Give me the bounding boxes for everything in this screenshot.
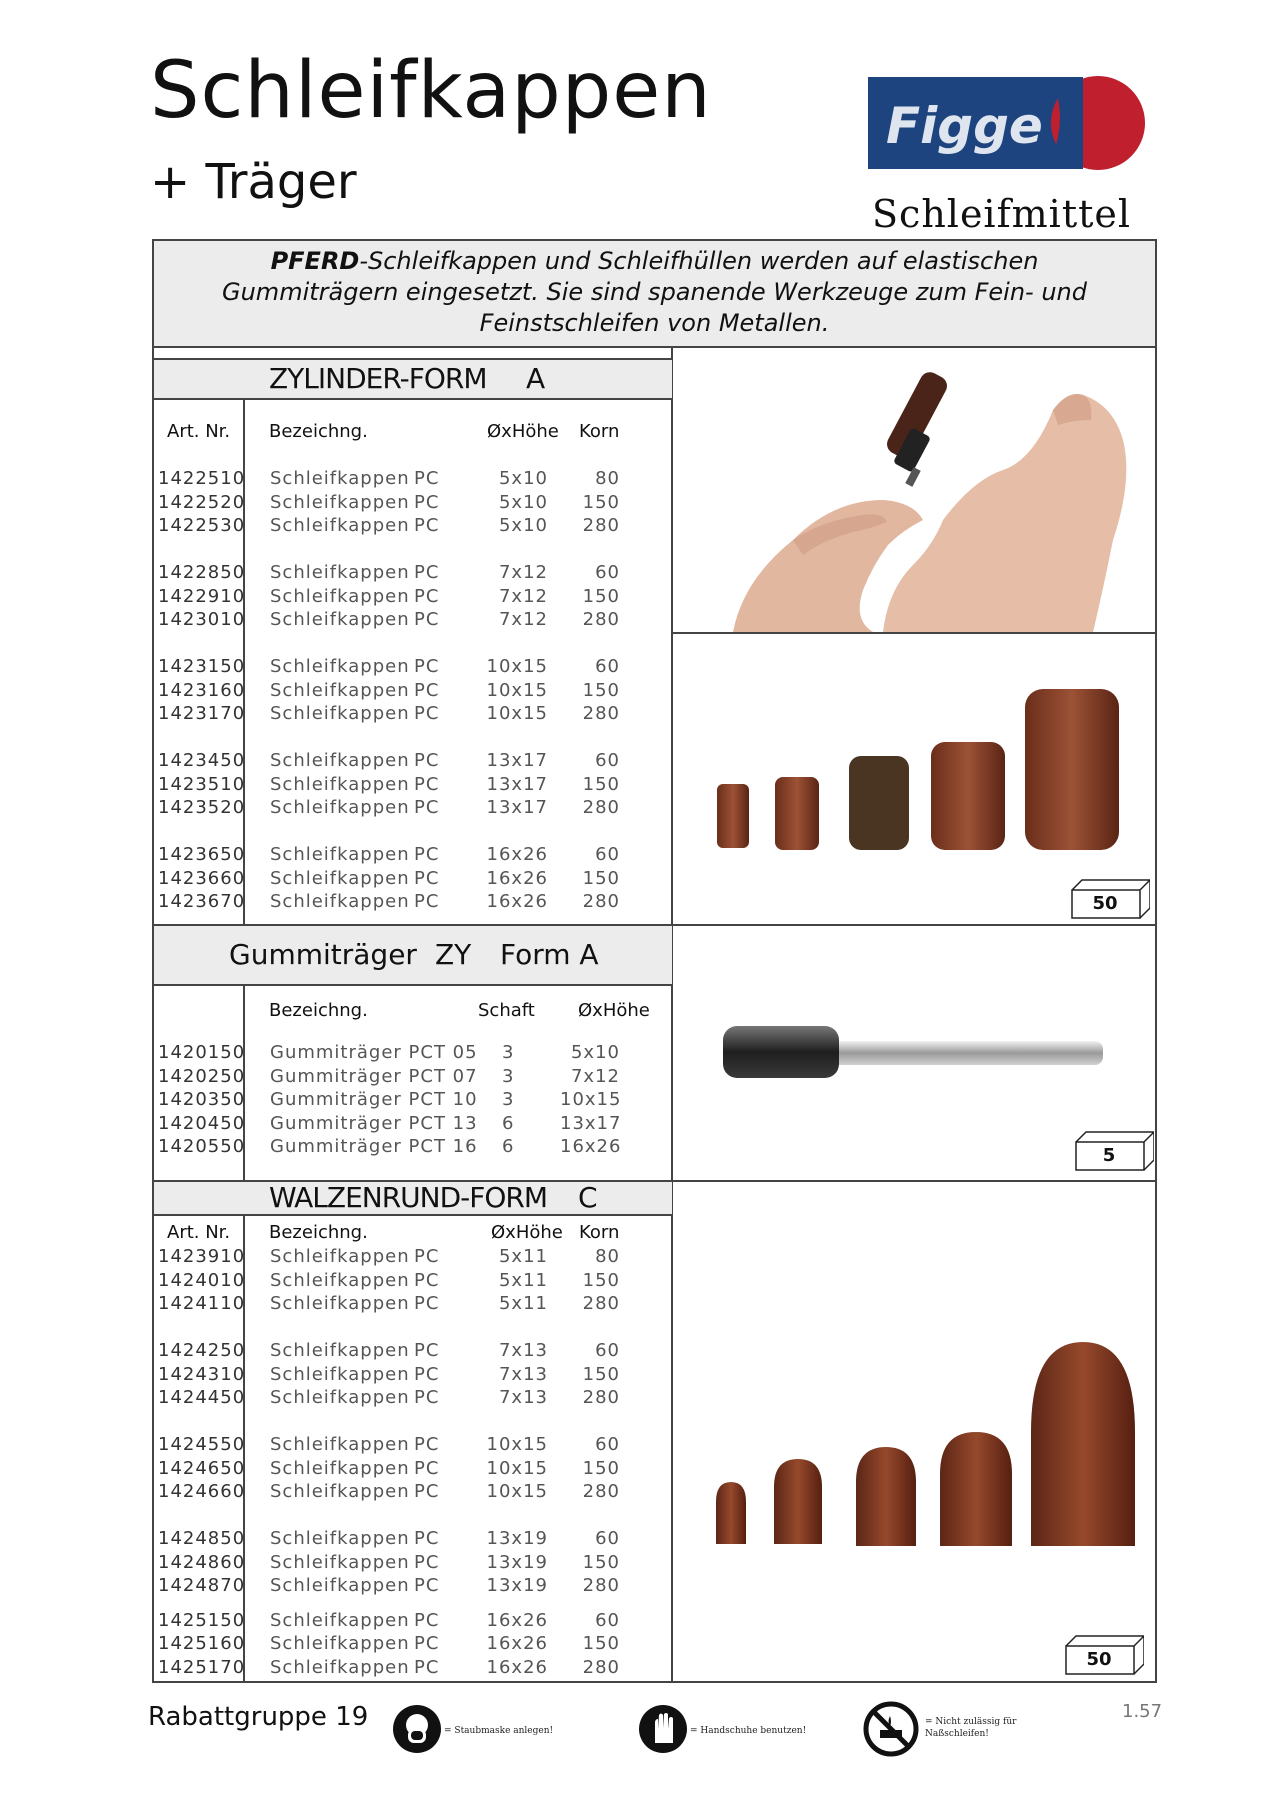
- intro-line-1: -Schleifkappen und Schleifhüllen werden auf elastischen: [359, 247, 1039, 275]
- bezeichnung: Gummiträger PCT 16: [270, 1136, 478, 1157]
- art-nr: 1424310: [158, 1363, 246, 1385]
- dimension: 13x17: [486, 750, 548, 771]
- intro-text: [154, 241, 1155, 348]
- dimension: 13x17: [560, 1112, 622, 1134]
- dimension: 13x17: [486, 773, 548, 795]
- schaft: 6: [502, 1136, 515, 1157]
- schaft: 3: [502, 1089, 515, 1110]
- bezeichnung: Schleifkappen: [270, 585, 410, 607]
- dimension: 16x26: [486, 1609, 548, 1631]
- dimension: 16x26: [486, 867, 548, 889]
- zylinder-hdr-art: Art. Nr.: [167, 421, 231, 442]
- dimension: 10x15: [486, 1481, 548, 1502]
- korn: 150: [582, 491, 620, 513]
- art-nr: 1424110: [158, 1293, 246, 1314]
- art-nr: 1423520: [158, 797, 246, 818]
- dimension: 7x12: [498, 609, 548, 630]
- walzen-hdr-korn: Korn: [579, 1222, 620, 1243]
- bezeichnung: Schleifkappen: [270, 1363, 410, 1385]
- pc-code: PC: [414, 1633, 440, 1654]
- gummi-zy: ZY: [435, 938, 472, 971]
- korn: 280: [582, 515, 620, 536]
- korn: 150: [582, 773, 620, 795]
- pc-code: PC: [414, 703, 440, 724]
- no-wet-grinding-caption: = Nicht zulässig für Naßschleifen!: [925, 1717, 1017, 1739]
- pc-code: PC: [414, 750, 440, 771]
- pc-code: PC: [414, 1656, 440, 1678]
- bezeichnung: Schleifkappen: [270, 515, 410, 536]
- art-nr: 1420250: [158, 1065, 246, 1087]
- dust-mask-icon: [391, 1703, 443, 1759]
- korn: 280: [582, 703, 620, 724]
- gloves-caption: = Handschuhe benutzen!: [690, 1726, 807, 1736]
- dimension: 7x13: [498, 1387, 548, 1408]
- dimension: 10x15: [486, 1457, 548, 1479]
- korn: 280: [582, 1387, 620, 1408]
- pc-code: PC: [414, 585, 440, 607]
- bezeichnung: Schleifkappen: [270, 679, 410, 701]
- intro-line-3: Feinstschleifen von Metallen.: [479, 309, 830, 337]
- bezeichnung: Schleifkappen: [270, 562, 410, 583]
- dimension: 10x15: [560, 1089, 622, 1110]
- bezeichnung: Schleifkappen: [270, 1633, 410, 1654]
- dimension: 5x10: [570, 1042, 620, 1063]
- dimension: 5x11: [498, 1293, 548, 1314]
- art-nr: 1424660: [158, 1481, 246, 1502]
- bezeichnung: Schleifkappen: [270, 1269, 410, 1291]
- dimension: 10x15: [486, 679, 548, 701]
- dimension: 7x12: [498, 562, 548, 583]
- pc-code: PC: [414, 468, 440, 489]
- art-nr: 1424250: [158, 1340, 246, 1361]
- bezeichnung: Schleifkappen: [270, 1293, 410, 1314]
- bezeichnung: Gummiträger PCT 05: [270, 1042, 478, 1063]
- pc-code: PC: [414, 491, 440, 513]
- art-nr: 1422850: [158, 562, 246, 583]
- bezeichnung: Gummiträger PCT 10: [270, 1089, 478, 1110]
- pack-box-50-c: 50: [1064, 1634, 1144, 1680]
- bezeichnung: Gummiträger PCT 07: [270, 1065, 478, 1087]
- pc-code: PC: [414, 679, 440, 701]
- gummi-hdr-dim: ØxHöhe: [578, 1000, 650, 1021]
- art-nr: 1424650: [158, 1457, 246, 1479]
- schaft: 3: [502, 1042, 515, 1063]
- korn: 150: [582, 585, 620, 607]
- art-nr: 1424450: [158, 1387, 246, 1408]
- art-nr: 1425150: [158, 1609, 246, 1631]
- pc-code: PC: [414, 1387, 440, 1408]
- pc-code: PC: [414, 773, 440, 795]
- bezeichnung: Schleifkappen: [270, 703, 410, 724]
- pc-code: PC: [414, 515, 440, 536]
- korn: 280: [582, 609, 620, 630]
- dimension: 13x17: [486, 797, 548, 818]
- gummi-title: Gummiträger: [229, 938, 417, 971]
- dimension: 13x19: [486, 1551, 548, 1573]
- brand-name: PFERD: [270, 247, 360, 275]
- dimension: 5x11: [498, 1269, 548, 1291]
- dimension: 13x19: [486, 1528, 548, 1549]
- page-number: 1.57: [1122, 1701, 1163, 1722]
- dimension: 10x15: [486, 1434, 548, 1455]
- bezeichnung: Schleifkappen: [270, 1246, 410, 1267]
- schaft: 3: [502, 1065, 515, 1087]
- discount-group: Rabattgruppe 19: [148, 1702, 369, 1732]
- pc-code: PC: [414, 656, 440, 677]
- pack-box-5: 5: [1074, 1130, 1154, 1176]
- art-nr: 1424010: [158, 1269, 246, 1291]
- korn: 280: [582, 1575, 620, 1596]
- art-nr: 1420450: [158, 1112, 246, 1134]
- pc-code: PC: [414, 1457, 440, 1479]
- gummi-form: Form A: [500, 938, 599, 971]
- dimension: 16x26: [560, 1136, 622, 1157]
- art-nr: 1423170: [158, 703, 246, 724]
- bezeichnung: Schleifkappen: [270, 1551, 410, 1573]
- hand-photo: [673, 350, 1155, 632]
- pc-code: PC: [414, 1575, 440, 1596]
- pc-code: PC: [414, 1528, 440, 1549]
- art-nr: 1420350: [158, 1089, 246, 1110]
- art-nr: 1423910: [158, 1246, 246, 1267]
- gummi-band: [154, 924, 672, 986]
- korn: 60: [595, 656, 620, 677]
- gummi-hdr-schaft: Schaft: [478, 1000, 535, 1021]
- dimension: 10x15: [486, 656, 548, 677]
- walzen-title: WALZENRUND-FORM: [269, 1181, 548, 1214]
- korn: 280: [582, 891, 620, 912]
- bezeichnung: Schleifkappen: [270, 797, 410, 818]
- art-nr: 1423010: [158, 609, 246, 630]
- art-nr: 1423670: [158, 891, 246, 912]
- pc-code: PC: [414, 797, 440, 818]
- art-nr: 1424550: [158, 1434, 246, 1455]
- zylinder-hdr-dim: ØxHöhe: [487, 421, 559, 442]
- zylinder-title: ZYLINDER-FORM: [269, 362, 487, 395]
- pc-code: PC: [414, 562, 440, 583]
- brand-subtitle: Schleifmittel: [872, 192, 1132, 236]
- korn: 150: [582, 1363, 620, 1385]
- pc-code: PC: [414, 1246, 440, 1267]
- svg-text:Figge: Figge: [886, 97, 1043, 155]
- walzen-form: C: [578, 1181, 598, 1214]
- pc-code: PC: [414, 1481, 440, 1502]
- dimension: 16x26: [486, 1633, 548, 1654]
- pc-code: PC: [414, 1551, 440, 1573]
- walzen-hdr-bez: Bezeichng.: [269, 1222, 368, 1243]
- schaft: 6: [502, 1112, 515, 1134]
- pc-code: PC: [414, 1340, 440, 1361]
- zylinder-hdr-bez: Bezeichng.: [269, 421, 368, 442]
- korn: 280: [582, 1481, 620, 1502]
- no-wet-grinding-icon: [862, 1700, 920, 1762]
- korn: 60: [595, 844, 620, 865]
- dimension: 10x15: [486, 703, 548, 724]
- art-nr: 1425170: [158, 1656, 246, 1678]
- walzen-hdr-art: Art. Nr.: [167, 1222, 231, 1243]
- pc-code: PC: [414, 891, 440, 912]
- zylinder-hdr-korn: Korn: [579, 421, 620, 442]
- bezeichnung: Schleifkappen: [270, 1457, 410, 1479]
- art-nr: 1420150: [158, 1042, 246, 1063]
- bezeichnung: Schleifkappen: [270, 1481, 410, 1502]
- dimension: 5x11: [498, 1246, 548, 1267]
- bezeichnung: Schleifkappen: [270, 1434, 410, 1455]
- korn: 150: [582, 679, 620, 701]
- bezeichnung: Schleifkappen: [270, 609, 410, 630]
- art-nr: 1420550: [158, 1136, 246, 1157]
- pc-code: PC: [414, 867, 440, 889]
- korn: 60: [595, 750, 620, 771]
- pc-code: PC: [414, 844, 440, 865]
- pc-code: PC: [414, 609, 440, 630]
- dust-mask-caption: = Staubmaske anlegen!: [444, 1726, 554, 1736]
- pc-code: PC: [414, 1609, 440, 1631]
- korn: 60: [595, 562, 620, 583]
- art-nr: 1424870: [158, 1575, 246, 1596]
- art-nr: 1423510: [158, 773, 246, 795]
- art-nr: 1423660: [158, 867, 246, 889]
- art-nr: 1423160: [158, 679, 246, 701]
- round-caps-photo: [673, 1182, 1155, 1681]
- art-nr: 1424860: [158, 1551, 246, 1573]
- art-nr: 1423450: [158, 750, 246, 771]
- bezeichnung: Gummiträger PCT 13: [270, 1112, 478, 1134]
- bezeichnung: Schleifkappen: [270, 844, 410, 865]
- bezeichnung: Schleifkappen: [270, 491, 410, 513]
- walzen-band: [154, 1180, 672, 1216]
- korn: 60: [595, 1609, 620, 1631]
- korn: 60: [595, 1434, 620, 1455]
- korn: 60: [595, 1340, 620, 1361]
- bezeichnung: Schleifkappen: [270, 1656, 410, 1678]
- bezeichnung: Schleifkappen: [270, 867, 410, 889]
- dimension: 16x26: [486, 844, 548, 865]
- dimension: 5x10: [498, 515, 548, 536]
- bezeichnung: Schleifkappen: [270, 468, 410, 489]
- korn: 150: [582, 1633, 620, 1654]
- dimension: 16x26: [486, 891, 548, 912]
- dimension: 7x12: [498, 585, 548, 607]
- korn: 80: [595, 1246, 620, 1267]
- art-nr: 1425160: [158, 1633, 246, 1654]
- dimension: 7x13: [498, 1363, 548, 1385]
- page-subtitle: + Träger: [150, 154, 357, 210]
- korn: 60: [595, 1528, 620, 1549]
- art-nr: 1423150: [158, 656, 246, 677]
- page-title: Schleifkappen: [150, 46, 712, 136]
- bezeichnung: Schleifkappen: [270, 1387, 410, 1408]
- bezeichnung: Schleifkappen: [270, 1528, 410, 1549]
- korn: 150: [582, 1551, 620, 1573]
- art-nr: 1422520: [158, 491, 246, 513]
- korn: 280: [582, 1293, 620, 1314]
- walzen-hdr-dim: ØxHöhe: [491, 1222, 563, 1243]
- art-nr: 1422530: [158, 515, 246, 536]
- korn: 280: [582, 797, 620, 818]
- pack-box-50-a: 50: [1070, 878, 1150, 924]
- korn: 150: [582, 1269, 620, 1291]
- dimension: 16x26: [486, 1656, 548, 1678]
- bezeichnung: Schleifkappen: [270, 891, 410, 912]
- zylinder-band: [154, 358, 672, 400]
- bezeichnung: Schleifkappen: [270, 1340, 410, 1361]
- bezeichnung: Schleifkappen: [270, 750, 410, 771]
- intro-line-2: Gummiträgern eingesetzt. Sie sind spanende Werkzeuge zum Fein- und: [222, 278, 1087, 306]
- dimension: 13x19: [486, 1575, 548, 1596]
- dimension: 5x10: [498, 491, 548, 513]
- gloves-icon: [637, 1703, 689, 1759]
- dimension: 5x10: [498, 468, 548, 489]
- korn: 150: [582, 1457, 620, 1479]
- art-nr: 1422910: [158, 585, 246, 607]
- dimension: 7x12: [570, 1065, 620, 1087]
- korn: 80: [595, 468, 620, 489]
- art-nr: 1424850: [158, 1528, 246, 1549]
- gummi-hdr-bez: Bezeichng.: [269, 1000, 368, 1021]
- korn: 280: [582, 1656, 620, 1678]
- dimension: 7x13: [498, 1340, 548, 1361]
- bezeichnung: Schleifkappen: [270, 656, 410, 677]
- figge-logo: [868, 75, 1158, 173]
- pc-code: PC: [414, 1269, 440, 1291]
- art-nr: 1423650: [158, 844, 246, 865]
- pc-code: PC: [414, 1434, 440, 1455]
- pc-code: PC: [414, 1363, 440, 1385]
- bezeichnung: Schleifkappen: [270, 1609, 410, 1631]
- korn: 150: [582, 867, 620, 889]
- zylinder-form: A: [526, 362, 546, 395]
- pc-code: PC: [414, 1293, 440, 1314]
- art-nr: 1422510: [158, 468, 246, 489]
- bezeichnung: Schleifkappen: [270, 1575, 410, 1596]
- bezeichnung: Schleifkappen: [270, 773, 410, 795]
